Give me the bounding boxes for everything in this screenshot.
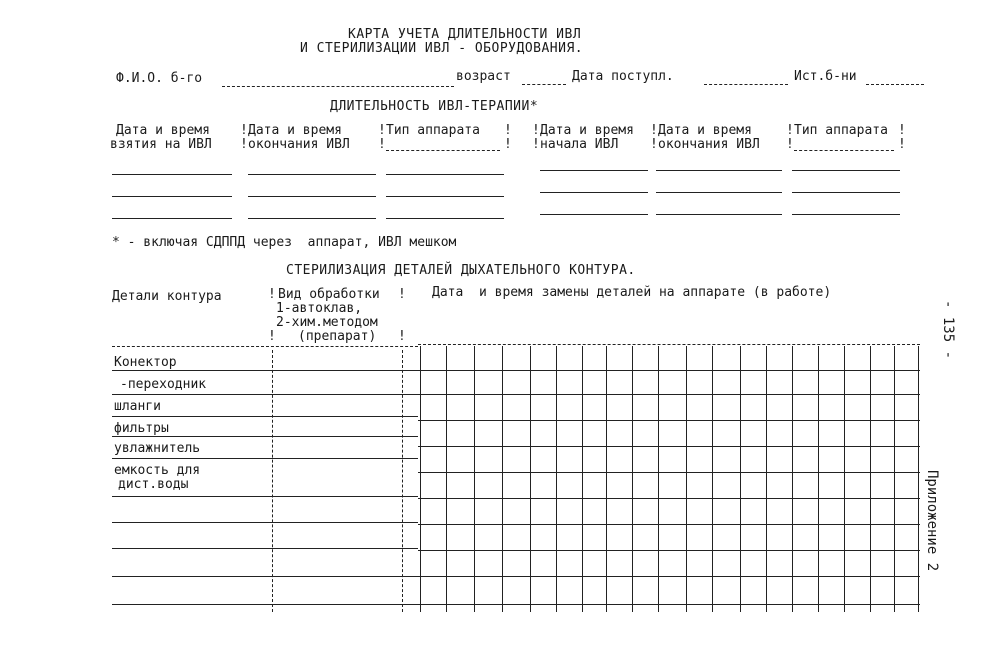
history-label: Ист.б-ни [794,69,857,84]
row-container-1: емкость для [114,463,201,478]
therapy-col2-line1: Дата и время [248,123,342,138]
therapy-col6: Тип аппарата [794,123,888,138]
therapy-row-line[interactable] [112,196,232,197]
therapy-row-line[interactable] [248,196,376,197]
grid-row-line[interactable] [418,446,920,447]
therapy-row-line[interactable] [386,196,504,197]
head-dash [386,150,500,151]
history-field[interactable] [866,84,924,85]
grid-row-line[interactable] [418,472,920,473]
grid-column-line [530,346,531,612]
sep: ! [898,137,906,152]
col-method-line3: 2-хим.методом [276,315,378,330]
sep: ! [504,123,512,138]
therapy-row-line[interactable] [540,170,648,171]
therapy-row-line[interactable] [540,192,648,193]
method-col-left [272,350,273,612]
therapy-row-line[interactable] [792,192,900,193]
sep: ! [268,329,276,344]
grid-row-line[interactable] [418,524,920,525]
grid-column-line [844,346,845,612]
col-dates-header: Дата и время замены деталей на аппарате (в работе) [432,285,832,300]
admit-date-label: Дата поступл. [572,69,674,84]
grid-column-line [894,346,895,612]
header-bottom-dash [112,346,418,347]
therapy-col4-line1: Дата и время [540,123,634,138]
sep: ! [532,137,540,152]
grid-column-line [420,346,421,612]
fio-field[interactable] [222,86,454,87]
therapy-col2-line2: окончания ИВЛ [248,137,350,152]
therapy-row-line[interactable] [792,214,900,215]
sep: ! [378,137,386,152]
age-label: возраст [456,69,511,84]
sterilization-heading: СТЕРИЛИЗАЦИЯ ДЕТАЛЕЙ ДЫХАТЕЛЬНОГО КОНТУРА. [286,263,636,278]
grid-row-line[interactable] [418,576,920,577]
sep: ! [650,137,658,152]
grid-column-line [712,346,713,612]
sep: ! [650,123,658,138]
row-filters: фильтры [114,421,169,436]
sep: ! [398,329,406,344]
row-line[interactable] [112,604,418,605]
therapy-row-line[interactable] [112,218,232,219]
sep: ! [786,123,794,138]
sep: ! [898,123,906,138]
grid-column-line [766,346,767,612]
title-line-1: КАРТА УЧЕТА ДЛИТЕЛЬНОСТИ ИВЛ [348,27,582,42]
therapy-heading: ДЛИТЕЛЬНОСТЬ ИВЛ-ТЕРАПИИ* [330,99,539,114]
row-line[interactable] [112,548,418,549]
grid-column-line [686,346,687,612]
row-line[interactable] [112,370,418,371]
method-col-right [402,350,403,612]
row-container-2: дист.воды [118,477,189,492]
row-line[interactable] [112,436,418,437]
col-method-line1: Вид обработки [278,287,380,302]
therapy-row-line[interactable] [792,170,900,171]
sep: ! [240,123,248,138]
col-method-line2: 1-автоклав, [276,301,363,316]
therapy-row-line[interactable] [386,174,504,175]
col-parts-header: Детали контура [112,289,222,304]
grid-column-line [582,346,583,612]
grid-column-line [632,346,633,612]
grid-column-line [870,346,871,612]
fio-label: Ф.И.О. б-го [116,71,203,86]
grid-row-line[interactable] [418,550,920,551]
sep: ! [240,137,248,152]
sep: ! [378,123,386,138]
grid-column-line [474,346,475,612]
row-line[interactable] [112,496,418,497]
grid-column-line [658,346,659,612]
grid-row-line[interactable] [418,604,920,605]
row-hoses: шланги [114,399,161,414]
therapy-row-line[interactable] [112,174,232,175]
grid-row-line[interactable] [418,498,920,499]
row-adapter: -переходник [120,377,207,392]
therapy-col5-line2: окончания ИВЛ [658,137,760,152]
row-humidifier: увлажнитель [114,441,201,456]
row-connector: Конектор [114,355,177,370]
grid-column-line [446,346,447,612]
row-line[interactable] [112,576,418,577]
row-line[interactable] [112,458,418,459]
therapy-footnote: * - включая СДППД через аппарат, ИВЛ мешком [112,235,457,250]
row-line[interactable] [112,416,418,417]
therapy-row-line[interactable] [386,218,504,219]
grid-row-line[interactable] [418,394,920,395]
page-number: - 135 - [940,300,956,360]
therapy-row-line[interactable] [248,218,376,219]
therapy-col5-line1: Дата и время [658,123,752,138]
grid-column-line [918,346,919,612]
therapy-col1-line1: Дата и время [116,123,210,138]
therapy-row-line[interactable] [656,214,782,215]
sep: ! [786,137,794,152]
therapy-row-line[interactable] [656,192,782,193]
row-line[interactable] [112,522,418,523]
age-field[interactable] [522,84,566,85]
grid-row-line[interactable] [418,420,920,421]
sep: ! [504,137,512,152]
grid-column-line [606,346,607,612]
therapy-row-line[interactable] [248,174,376,175]
admit-date-field[interactable] [704,84,788,85]
therapy-row-line[interactable] [540,214,648,215]
therapy-col1-line2: взятия на ИВЛ [110,137,212,152]
grid-column-line [502,346,503,612]
head-dash [794,150,894,151]
therapy-col4-line2: начала ИВЛ [540,137,619,152]
grid-row-line[interactable] [418,370,920,371]
sep: ! [398,287,406,302]
therapy-col3: Тип аппарата [386,123,480,138]
title-line-2: И СТЕРИЛИЗАЦИИ ИВЛ - ОБОРУДОВАНИЯ. [300,41,584,56]
grid-column-line [818,346,819,612]
sep: ! [268,287,276,302]
col-method-line4: (препарат) [298,329,377,344]
header-bottom-dash [418,344,920,345]
row-line[interactable] [112,394,418,395]
grid-column-line [556,346,557,612]
grid-column-line [792,346,793,612]
grid-column-line [740,346,741,612]
therapy-row-line[interactable] [656,170,782,171]
appendix-label: Приложение 2 [924,470,940,572]
sep: ! [532,123,540,138]
